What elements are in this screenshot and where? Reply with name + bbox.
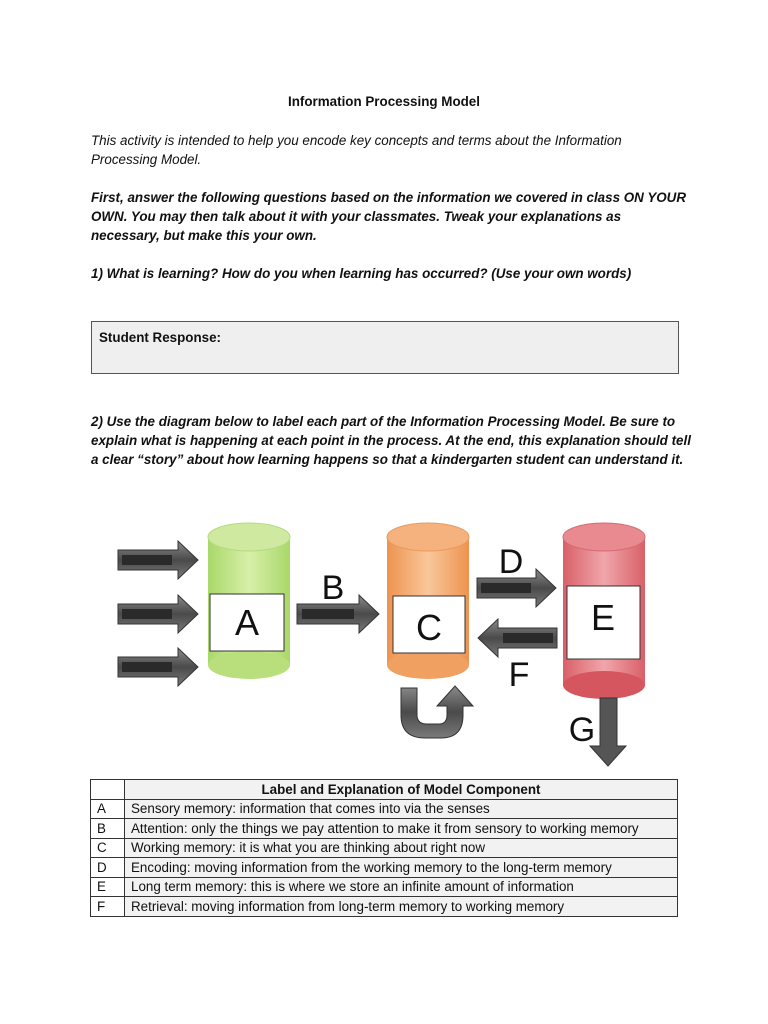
label-a: A <box>234 602 260 643</box>
row-key: A <box>91 799 125 819</box>
row-text: Working memory: it is what you are thinking about right now <box>125 838 678 858</box>
attention-arrow <box>297 569 379 633</box>
row-key: F <box>91 897 125 917</box>
row-key: C <box>91 838 125 858</box>
label-c: C <box>416 607 442 648</box>
intro-paragraph: This activity is intended to help you encode key concepts and terms about the Information Processing Model. <box>91 133 622 167</box>
sensory-memory-cylinder <box>208 523 290 679</box>
label-g: G <box>568 711 596 749</box>
row-text: Attention: only the things we pay attention to make it from sensory to working memory <box>125 819 678 839</box>
rehearsal-loop-arrow <box>401 686 473 738</box>
label-f: F <box>508 656 530 694</box>
encoding-arrow <box>477 543 556 607</box>
table-row <box>91 819 678 839</box>
input-arrow <box>118 595 198 633</box>
table-row <box>91 897 678 917</box>
row-text: Sensory memory: information that comes into via the senses <box>125 799 678 819</box>
long-term-memory-cylinder <box>563 523 645 699</box>
table-row <box>91 858 678 878</box>
row-text: Retrieval: moving information from long-term memory to working memory <box>125 897 678 917</box>
table-row <box>91 877 678 897</box>
input-arrow <box>118 648 198 686</box>
question-1: 1) What is learning? How do you when learning has occurred? (Use your own words) <box>91 266 632 281</box>
label-b: B <box>321 569 345 607</box>
row-key: D <box>91 858 125 878</box>
table-row <box>91 799 678 819</box>
working-memory-cylinder <box>387 523 469 679</box>
student-response-label: Student Response: <box>99 330 222 345</box>
student-response-box[interactable] <box>91 321 679 374</box>
component-table <box>90 779 678 917</box>
input-arrow <box>118 541 198 579</box>
instructions-paragraph: First, answer the following questions based on the information we covered in class ON YOUR OWN. You may then talk about it with your classmates. Tweak your explanations as necessary, but make this your own. <box>91 190 687 243</box>
page-title: Information Processing Model <box>288 94 480 109</box>
information-processing-diagram <box>105 500 670 775</box>
label-e: E <box>590 597 616 638</box>
retrieval-arrow <box>478 619 557 694</box>
table-header-row <box>91 780 678 800</box>
row-key: E <box>91 877 125 897</box>
forgetting-arrow <box>569 698 626 766</box>
table-row <box>91 838 678 858</box>
table-header: Label and Explanation of Model Component <box>125 780 678 800</box>
row-key: B <box>91 819 125 839</box>
row-text: Long term memory: this is where we store an infinite amount of information <box>125 877 678 897</box>
question-2: 2) Use the diagram below to label each part of the Information Processing Model. Be sure to explain what is happening at each point in the process. At the end, this explanation should tell a clear “story” about how learning happens so that a kindergarten student can understand it. <box>91 414 691 467</box>
label-d: D <box>498 543 524 581</box>
row-text: Encoding: moving information from the working memory to the long-term memory <box>125 858 678 878</box>
